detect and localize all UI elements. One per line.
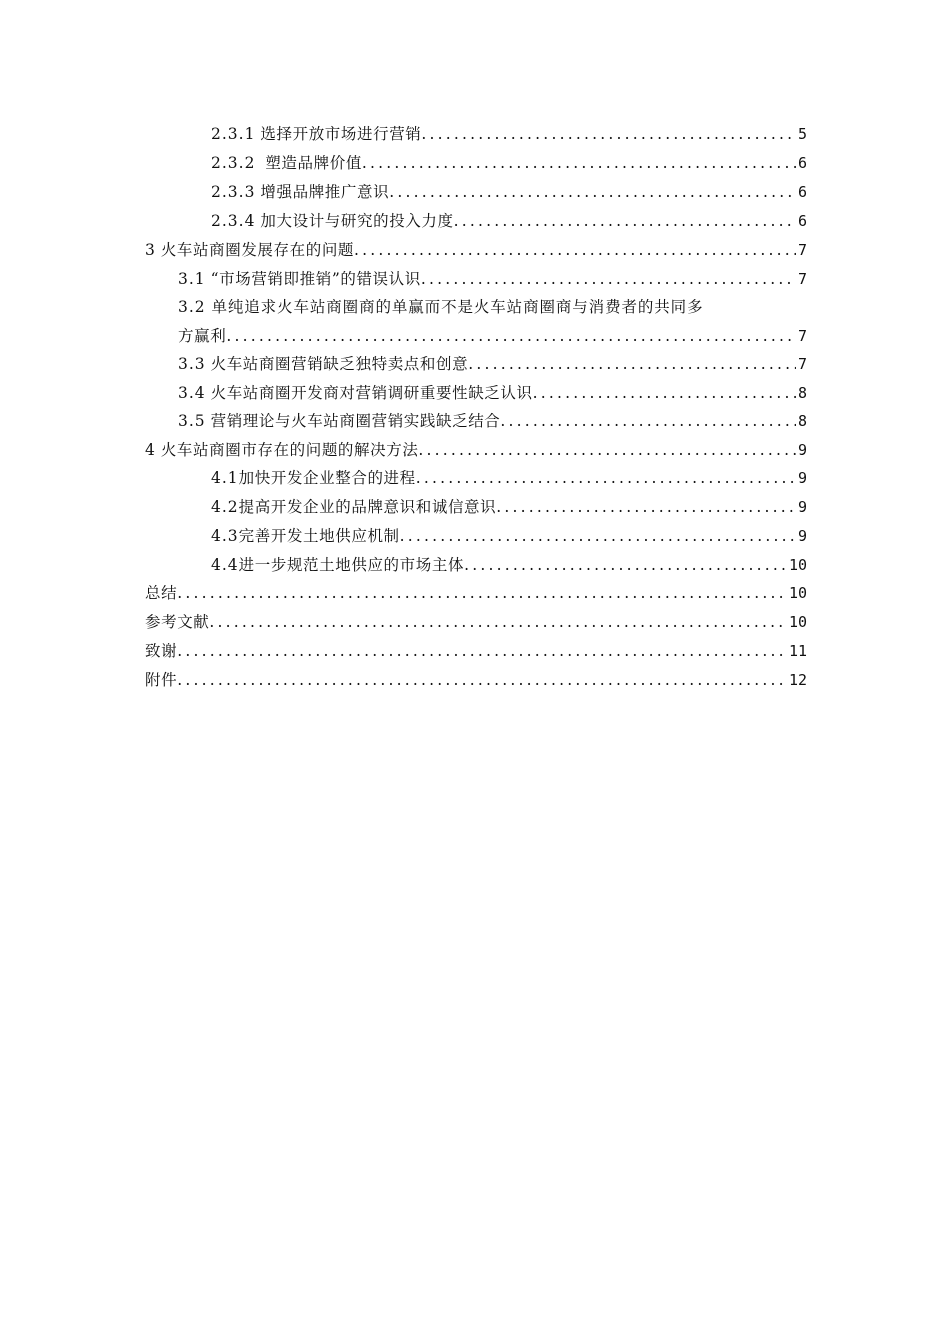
toc-entry-number: 3 <box>145 241 156 259</box>
toc-entry-2-3-2[interactable] <box>211 151 807 175</box>
toc-entry-3[interactable] <box>145 238 807 262</box>
toc-entry-title: 单纯追求火车站商圈商的单赢而不是火车站商圈商与消费者的共同多 <box>211 298 704 316</box>
toc-entry-number: 3.3 <box>178 355 206 373</box>
toc-entry-title: 塑造品牌价值 <box>265 154 362 172</box>
toc-leader-dots <box>362 151 796 175</box>
toc-entry-title: 进一步规范土地供应的市场主体 <box>238 556 465 574</box>
toc-leader-dots <box>226 324 796 348</box>
toc-entry-page: 9 <box>797 469 807 487</box>
toc-leader-dots <box>177 581 787 605</box>
toc-leader-dots <box>500 409 796 433</box>
toc-leader-dots <box>468 352 796 376</box>
toc-entry-2-3-3[interactable] <box>211 180 807 204</box>
toc-entry-page: 11 <box>788 642 807 660</box>
toc-entry-page: 9 <box>797 441 807 459</box>
toc-entry-title: 附件 <box>145 671 178 689</box>
toc-entry-page: 6 <box>797 154 807 172</box>
toc-entry-number: 4.1 <box>211 469 239 487</box>
toc-entry-number: 2.3.4 <box>211 212 256 230</box>
toc-entry-3-2-line2[interactable] <box>178 324 807 348</box>
toc-leader-dots <box>454 209 796 233</box>
toc-leader-dots <box>389 180 796 204</box>
toc-entry-number: 3.5 <box>178 412 206 430</box>
toc-entry-number: 2.3.2 <box>211 154 256 172</box>
toc-entry-title: 火车站商圈发展存在的问题 <box>160 241 355 259</box>
toc-entry-number: 4.4 <box>211 556 239 574</box>
toc-entry-page: 6 <box>797 212 807 230</box>
toc-entry-number: 3.4 <box>178 384 206 402</box>
toc-entry-page: 9 <box>797 527 807 545</box>
toc-entry-title: 加大设计与研究的投入力度 <box>260 212 454 230</box>
toc-entry-title: “市场营销即推销”的错误认识 <box>210 270 421 288</box>
toc-entry-title: 完善开发土地供应机制 <box>238 527 400 545</box>
toc-entry-page: 7 <box>797 270 807 288</box>
toc-entry-number: 4.2 <box>211 498 239 516</box>
toc-entry-4-1[interactable] <box>211 466 807 490</box>
toc-leader-dots <box>464 553 787 577</box>
toc-leader-dots <box>533 381 796 405</box>
toc-leader-dots <box>496 495 796 519</box>
toc-entry-title-continued: 方赢利 <box>178 327 227 345</box>
toc-entry-page: 8 <box>797 384 807 402</box>
toc-leader-dots <box>421 122 796 146</box>
toc-entry-number: 2.3.1 <box>211 125 256 143</box>
toc-entry-title: 提高开发企业的品牌意识和诚信意识 <box>238 498 497 516</box>
toc-entry-3-5[interactable] <box>178 409 807 433</box>
toc-entry-2-3-4[interactable] <box>211 209 807 233</box>
toc-leader-dots <box>400 524 796 548</box>
toc-entry-acknowledgements[interactable] <box>145 639 807 663</box>
toc-entry-page: 10 <box>788 556 807 574</box>
toc-leader-dots <box>177 668 787 692</box>
toc-entry-page: 9 <box>797 498 807 516</box>
toc-entry-title: 增强品牌推广意识 <box>260 183 390 201</box>
toc-entry-title: 加快开发企业整合的进程 <box>238 469 416 487</box>
toc-entry-page: 12 <box>788 671 807 689</box>
toc-entry-3-2-line1[interactable] <box>178 295 807 319</box>
toc-entry-3-3[interactable] <box>178 352 807 376</box>
toc-entry-2-3-1[interactable] <box>211 122 807 146</box>
toc-leader-dots <box>177 639 787 663</box>
toc-entry-title: 火车站商圈营销缺乏独特卖点和创意 <box>210 355 469 373</box>
toc-entry-title: 选择开放市场进行营销 <box>260 125 422 143</box>
toc-entry-3-1[interactable] <box>178 267 807 291</box>
toc-entry-title: 火车站商圈开发商对营销调研重要性缺乏认识 <box>210 384 533 402</box>
toc-entry-page: 7 <box>797 355 807 373</box>
toc-leader-dots <box>209 610 787 634</box>
toc-entry-number: 2.3.3 <box>211 183 256 201</box>
toc-entry-appendix[interactable] <box>145 668 807 692</box>
toc-leader-dots <box>421 267 796 291</box>
toc-entry-references[interactable] <box>145 610 807 634</box>
toc-entry-title: 致谢 <box>145 642 178 660</box>
toc-leader-dots <box>416 466 796 490</box>
toc-entry-page: 7 <box>797 327 807 345</box>
toc-entry-page: 7 <box>797 241 807 259</box>
toc-entry-4[interactable] <box>145 438 807 462</box>
toc-entry-title: 参考文献 <box>145 613 210 631</box>
toc-entry-number: 3.2 <box>178 298 206 316</box>
toc-entry-4-3[interactable] <box>211 524 807 548</box>
toc-entry-number: 4 <box>145 441 156 459</box>
toc-entry-number: 4.3 <box>211 527 239 545</box>
toc-entry-number: 3.1 <box>178 270 206 288</box>
toc-entry-4-4[interactable] <box>211 553 807 577</box>
toc-entry-3-4[interactable] <box>178 381 807 405</box>
toc-entry-title: 火车站商圈市存在的问题的解决方法 <box>160 441 419 459</box>
toc-entry-page: 5 <box>797 125 807 143</box>
toc-entry-4-2[interactable] <box>211 495 807 519</box>
toc-leader-dots <box>418 438 796 462</box>
toc-entry-title: 总结 <box>145 584 178 602</box>
toc-entry-page: 8 <box>797 412 807 430</box>
toc-entry-page: 10 <box>788 584 807 602</box>
toc-entry-title: 营销理论与火车站商圈营销实践缺乏结合 <box>210 412 501 430</box>
toc-entry-summary[interactable] <box>145 581 807 605</box>
toc-entry-page: 10 <box>788 613 807 631</box>
toc-entry-page: 6 <box>797 183 807 201</box>
toc-leader-dots <box>354 238 796 262</box>
